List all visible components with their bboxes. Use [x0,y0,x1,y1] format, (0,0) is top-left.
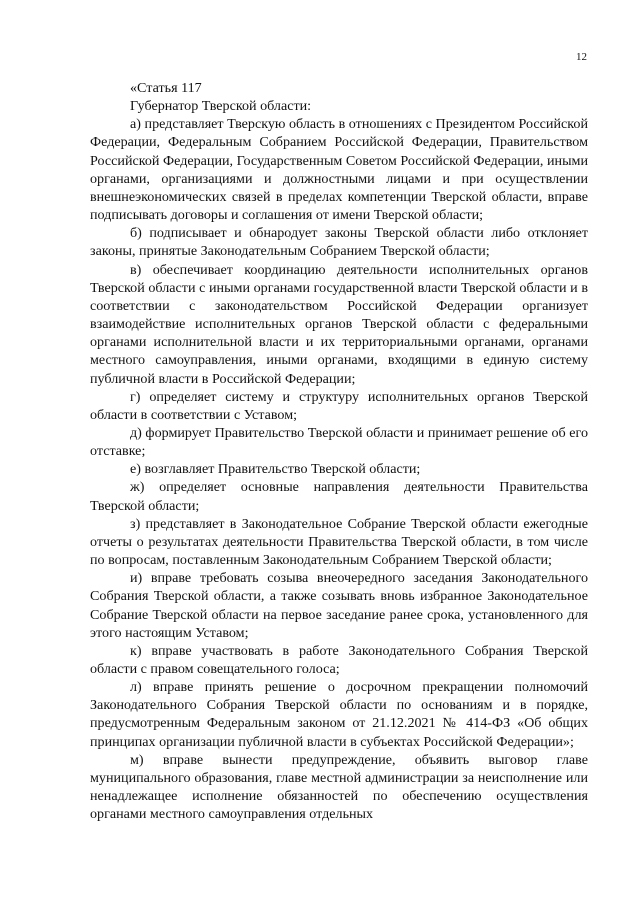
clause-zh: ж) определяет основные направления деятельности Правительства Тверской области; [90,479,588,514]
clause-k: к) вправе участвовать в работе Законодательного Собрания Тверской области с правом совещательного голоса; [90,642,588,677]
clause-d: д) формирует Правительство Тверской области и принимает решение об его отставке; [90,424,588,460]
page-number: 12 [576,51,587,63]
clause-e: е) возглавляет Правительство Тверской области; [130,461,421,478]
document-body [90,79,588,823]
clause-v: в) обеспечивает координацию деятельности исполнительных органов Тверской области с иными органами государственной власти Тверской области и в соответствии с законодательством Российской Федерации организует взаимодействие исполнительных органов Тверской области с федеральными органами исполнительной власти и их территориальными органами, органами местного самоуправления, иными органами, входящими в единую систему публичной власти в Российской Федерации; [90,261,588,387]
clause-g: г) определяет систему и структуру исполнительных органов Тверской области в соответствии с Уставом; [90,388,588,423]
clause-l: л) вправе принять решение о досрочном прекращении полномочий Законодательного Собрания Тверской области по основаниям и в порядке, предусмотренным Федеральным законом от 21.12.2021 № 414-ФЗ «Об общих принципах организации публичной власти в субъектах Российской Федерации»; [90,679,588,750]
article-intro: Губернатор Тверской области: [130,98,312,115]
article-heading: «Статья 117 [130,80,202,96]
clause-z: з) представляет в Законодательное Собрание Тверской области ежегодные отчеты о результатах деятельности Правительства Тверской области, в том числе по вопросам, поставленным Законодательным Собранием Тверской области; [90,515,588,569]
clause-i: и) вправе требовать созыва внеочередного заседания Законодательного Собрания Тверской области, а также созывать вновь избранное Законодательное Собрание Тверской области на первое заседание ранее срока, установленного для этого настоящим Уставом; [90,570,588,641]
clause-a: а) представляет Тверскую область в отношениях с Президентом Российской Федерации, Федеральным Собранием Российской Федерации, Правительством Российской Федерации, Государственным Советом Российской Федерации, иными органами, организациями и должностными лицами и при осуществлении внешнеэкономических связей в пределах компетенции Тверской области, вправе подписывать договоры и соглашения от имени Тверской области; [90,116,588,224]
clause-b: б) подписывает и обнародует законы Тверской области либо отклоняет законы, принятые Законодательным Собранием Тверской области; [90,225,588,260]
clause-m: м) вправе вынести предупреждение, объявить выговор главе муниципального образования, главе местной администрации за неисполнение или ненадлежащее исполнение обязанностей по обеспечению осуществления органами местного самоуправления отдельных [90,751,588,823]
